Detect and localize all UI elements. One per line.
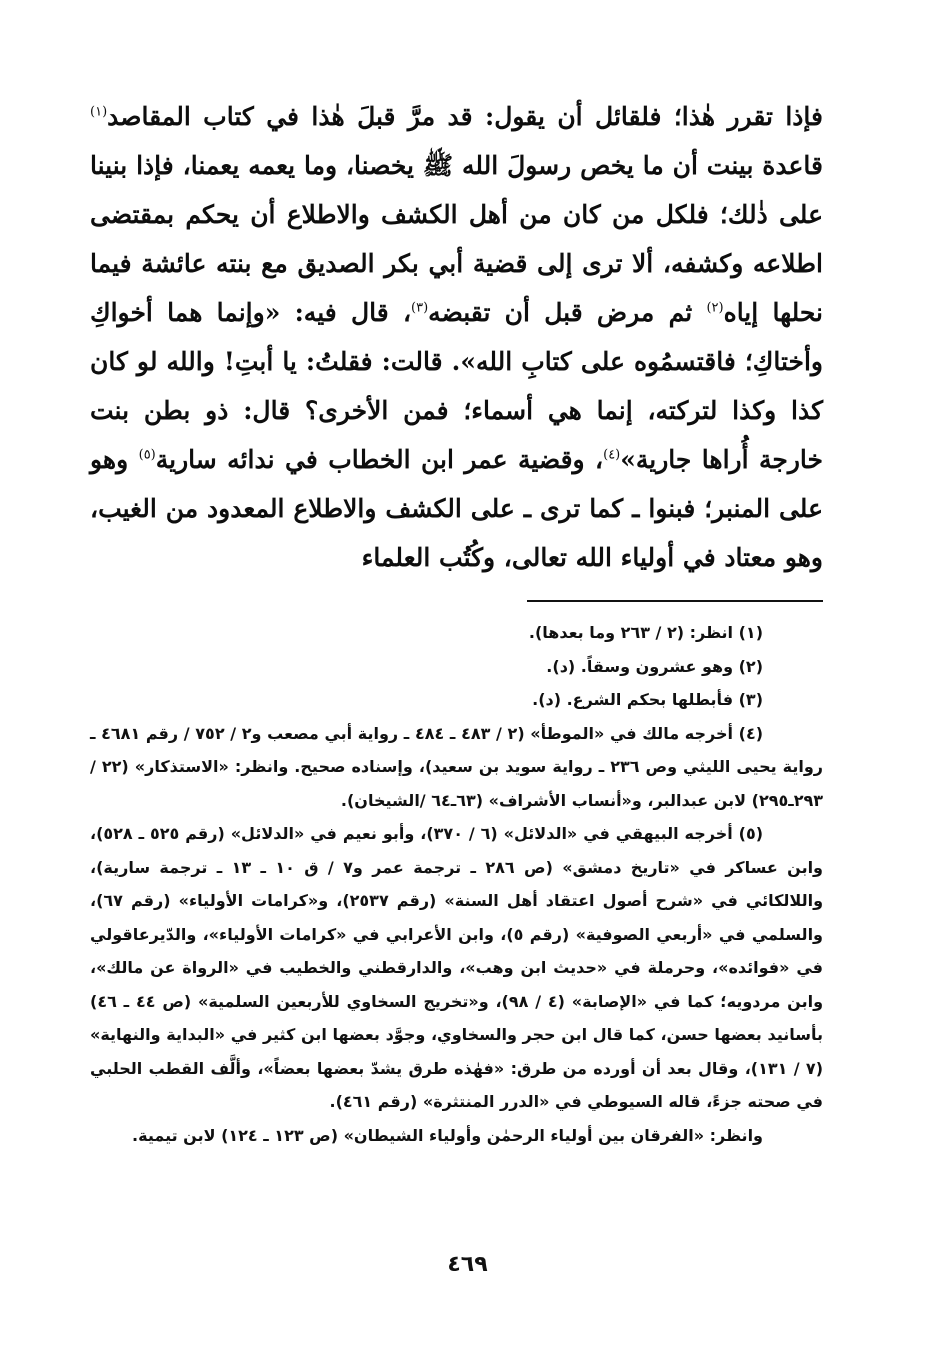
page-number: ٤٦٩ xyxy=(447,1252,488,1277)
page-body xyxy=(90,92,823,1152)
footnote-5 xyxy=(90,817,823,1119)
footnote-number: (١) xyxy=(738,623,763,642)
footnote-see-also: وانظر: «الفرقان بين أولياء الرحمٰن وأولياء الشيطان» (ص ١٢٣ ـ ١٢٤) لابن تيمية. xyxy=(132,1125,763,1145)
footnote-ref-1[interactable]: (١) xyxy=(90,104,108,120)
footnote-text: انظر: (٢ / ٢٦٣ وما بعدها). xyxy=(528,623,739,642)
main-text-part-1: فإذا تقرر هٰذا؛ فلقائل أن يقول: قد مرَّ قبلَ هٰذا في كتاب المقاصد xyxy=(107,102,823,131)
footnote-text: وهو عشرون وسقاً. (د). xyxy=(546,656,739,676)
footnote-text: فأبطلها بحكم الشرع. (د). xyxy=(532,690,739,709)
footnote-ref-2[interactable]: (٢) xyxy=(706,300,724,316)
footnote-number: (٤) xyxy=(738,723,764,743)
footnote-number: (٣) xyxy=(738,690,763,709)
main-paragraph xyxy=(90,92,823,582)
footnote-1 xyxy=(90,616,823,650)
main-text-part-6: وهو على المنبر؛ فبنوا ـ كما ترى ـ على الكشف والاطلاع المعدود من الغيب، وهو معتاد في أولياء الله تعالى، وكُتُب العلماء xyxy=(90,445,823,572)
footnote-number: (٥) xyxy=(738,824,764,843)
main-text-part-2: قاعدة بينت أن ما يخص رسولَ الله ﷺ يخصنا، وما يعمه يعمنا، فإذا بنينا على ذٰلك؛ فلكل من كان من أهل الكشف والاطلاع أن يحكم بمقتضى اطلاعه وكشفه، ألا ترى إلى قضية أبي بكر الصديق مع بنته عائشة فيما نحلها إياه xyxy=(90,151,823,327)
footnote-ref-5[interactable]: (٥) xyxy=(138,447,156,463)
main-text-part-5: ، وقضية عمر ابن الخطاب في ندائه سارية xyxy=(155,445,604,474)
footnote-text: أخرجه مالك في «الموطأ» (٢ / ٤٨٣ ـ ٤٨٤ ـ رواية أبي مصعب و٢ / ٧٥٢ / رقم ٤٦٨١ ـ رواية يحيى الليثي وص ٢٣٦ ـ رواية سويد بن سعيد)، وإسناده صحيح. وانظر: «الاستذكار» (٢٢ /٢٩٣ـ٢٩٥) لابن عبدالبر، و«أنساب الأشراف» (٦٣ـ٦٤ /الشيخان). xyxy=(90,723,824,810)
main-text-part-4: ، قال فيه: «وإنما هما أخواكِ وأختاكِ؛ فاقتسمُوه على كتابِ الله». قالت: فقلتُ: يا أبتِ! والله لو كان كذا وكذا لتركته، إنما هي أسماء؛ فمن الأخرى؟ قال: ذو بطن بنت خارجة أُراها جارية» xyxy=(90,298,824,474)
footnote-ref-4[interactable]: (٤) xyxy=(603,447,621,463)
footnote-number: (٢) xyxy=(738,656,763,676)
footnote-4 xyxy=(90,717,823,818)
footnote-divider xyxy=(527,600,823,602)
main-text-part-3: ثم مرض قبل أن تقبضه xyxy=(428,298,707,327)
footnote-text: أخرجه البيهقي في «الدلائل» (٦ / ٣٧٠)، وأبو نعيم في «الدلائل» (رقم ٥٢٥ ـ ٥٢٨)، وابن عساكر في «تاريخ دمشق» (ص ٢٨٦ ـ ترجمة عمر و٧ / ق ١٠ ـ ١٣ ـ ترجمة سارية)، واللالكائي في «شرح أصول اعتقاد أهل السنة» (رقم ٢٥٣٧)، و«كرامات الأولياء» (رقم ٦٧)، والسلمي في «أربعي الصوفية» (رقم ٥)، وابن الأعرابي في «كرامات الأولياء»، والدّيرعاقولي في «فوائده»، وحرملة في «حديث ابن وهب»، والدارقطني والخطيب في «الرواة عن مالك»، وابن مردويه؛ كما في «الإصابة» (٤ / ٩٨)، و«تخريج السخاوي للأربعين السلمية» (ص ٤٤ ـ ٤٦) بأسانيد بعضها حسن، كما قال ابن حجر والسخاوي، وجوَّد بعضها ابن كثير في «البداية والنهاية» (٧ / ١٣١)، وقال بعد أن أورده من طرق: «فهٰذه طرق يشدّ بعضها بعضاً»، وألَّف القطب الحلبي في صحته جزءً، قاله السيوطي في «الدرر المنتثرة» (رقم ٤٦١). xyxy=(90,824,824,1111)
footnote-3 xyxy=(90,683,823,717)
footnote-ref-3[interactable]: (٣) xyxy=(411,300,429,316)
footnotes-section xyxy=(90,616,823,1152)
footnote-2 xyxy=(90,650,823,684)
